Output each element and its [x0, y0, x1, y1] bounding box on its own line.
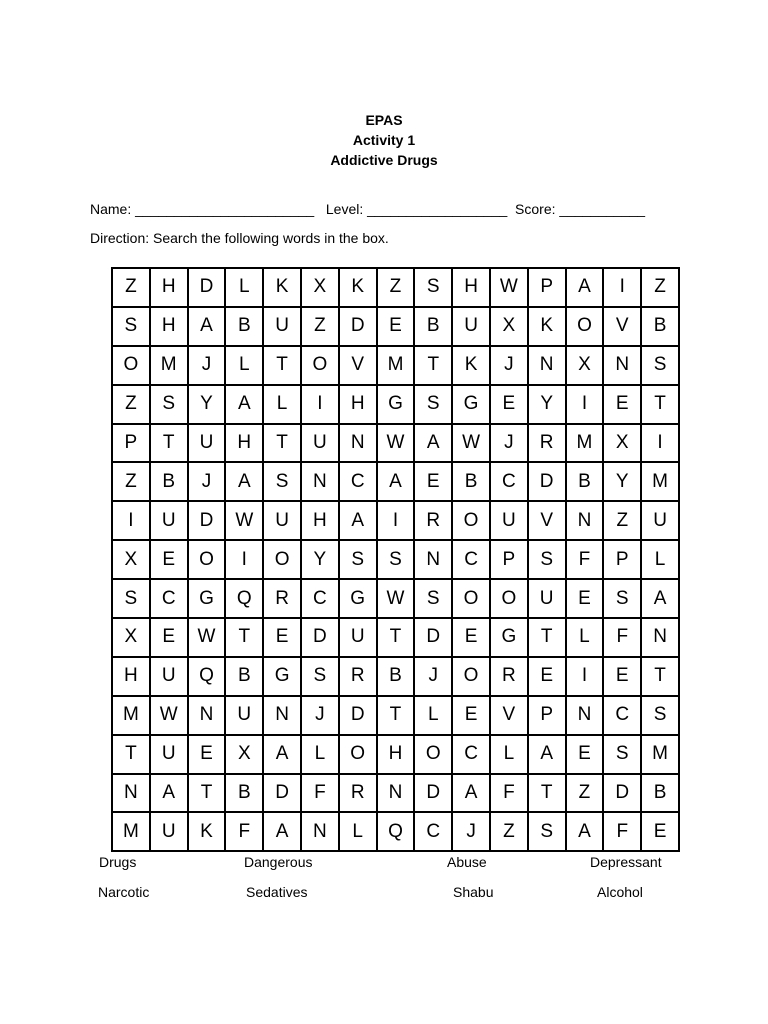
grid-cell: U: [263, 307, 301, 346]
grid-cell: I: [641, 424, 679, 463]
grid-cell: O: [452, 501, 490, 540]
grid-cell: S: [339, 540, 377, 579]
word-depressant: Depressant: [590, 854, 662, 870]
grid-cell: W: [377, 579, 415, 618]
grid-cell: U: [225, 696, 263, 735]
grid-cell: N: [566, 696, 604, 735]
grid-cell: P: [112, 424, 150, 463]
grid-cell: T: [263, 424, 301, 463]
grid-cell: V: [490, 696, 528, 735]
title-activity: Activity 1: [352, 132, 416, 148]
grid-cell: Y: [301, 540, 339, 579]
grid-cell: L: [566, 618, 604, 657]
grid-cell: E: [414, 462, 452, 501]
grid-cell: I: [112, 501, 150, 540]
grid-cell: U: [339, 618, 377, 657]
grid-cell: N: [301, 812, 339, 851]
grid-cell: A: [566, 268, 604, 307]
grid-cell: R: [339, 774, 377, 813]
grid-cell: T: [641, 657, 679, 696]
grid-cell: B: [566, 462, 604, 501]
grid-cell: Z: [603, 501, 641, 540]
grid-cell: G: [452, 385, 490, 424]
grid-cell: E: [603, 657, 641, 696]
grid-cell: Z: [566, 774, 604, 813]
grid-cell: D: [188, 501, 226, 540]
word-search-grid: [111, 267, 680, 852]
grid-cell: D: [414, 774, 452, 813]
grid-cell: E: [150, 618, 188, 657]
grid-cell: T: [150, 424, 188, 463]
grid-cell: S: [112, 579, 150, 618]
grid-cell: F: [301, 774, 339, 813]
grid-cell: T: [188, 774, 226, 813]
grid-cell: T: [528, 618, 566, 657]
grid-cell: Y: [603, 462, 641, 501]
grid-cell: L: [339, 812, 377, 851]
grid-cell: E: [188, 735, 226, 774]
grid-cell: A: [377, 462, 415, 501]
grid-row: [112, 696, 679, 735]
grid-cell: U: [452, 307, 490, 346]
grid-cell: S: [112, 307, 150, 346]
grid-cell: B: [225, 657, 263, 696]
grid-cell: N: [112, 774, 150, 813]
grid-cell: O: [452, 657, 490, 696]
grid-cell: A: [263, 812, 301, 851]
grid-cell: I: [225, 540, 263, 579]
word-drugs: Drugs: [99, 854, 137, 870]
grid-cell: M: [112, 812, 150, 851]
grid-cell: M: [150, 346, 188, 385]
grid-cell: A: [150, 774, 188, 813]
grid-row: [112, 735, 679, 774]
grid-cell: M: [377, 346, 415, 385]
grid-cell: C: [339, 462, 377, 501]
grid-cell: C: [414, 812, 452, 851]
grid-cell: D: [301, 618, 339, 657]
grid-cell: N: [566, 501, 604, 540]
grid-cell: C: [452, 735, 490, 774]
grid-cell: N: [339, 424, 377, 463]
grid-cell: A: [339, 501, 377, 540]
grid-cell: E: [452, 696, 490, 735]
grid-cell: S: [528, 812, 566, 851]
grid-cell: U: [150, 735, 188, 774]
grid-cell: O: [263, 540, 301, 579]
grid-cell: B: [377, 657, 415, 696]
title-block: [0, 110, 768, 170]
word-narcotic: Narcotic: [98, 884, 150, 900]
word-dangerous: Dangerous: [244, 854, 313, 870]
grid-cell: U: [188, 424, 226, 463]
grid-cell: M: [641, 462, 679, 501]
grid-cell: G: [490, 618, 528, 657]
grid-cell: O: [566, 307, 604, 346]
grid-cell: U: [490, 501, 528, 540]
grid-cell: Y: [188, 385, 226, 424]
grid-cell: B: [225, 774, 263, 813]
grid-cell: S: [150, 385, 188, 424]
grid-cell: U: [150, 501, 188, 540]
grid-row: [112, 540, 679, 579]
grid-cell: J: [188, 462, 226, 501]
grid-cell: L: [225, 346, 263, 385]
grid-cell: F: [566, 540, 604, 579]
grid-cell: U: [263, 501, 301, 540]
grid-cell: Z: [301, 307, 339, 346]
grid-cell: E: [603, 385, 641, 424]
grid-cell: K: [528, 307, 566, 346]
grid-cell: Z: [377, 268, 415, 307]
grid-cell: J: [452, 812, 490, 851]
grid-cell: L: [641, 540, 679, 579]
grid-cell: U: [150, 812, 188, 851]
grid-cell: V: [339, 346, 377, 385]
grid-cell: E: [150, 540, 188, 579]
grid-row: [112, 579, 679, 618]
grid-cell: W: [452, 424, 490, 463]
grid-cell: T: [641, 385, 679, 424]
grid-cell: Y: [528, 385, 566, 424]
grid-cell: S: [528, 540, 566, 579]
grid-cell: N: [263, 696, 301, 735]
grid-cell: L: [414, 696, 452, 735]
grid-cell: F: [225, 812, 263, 851]
grid-cell: B: [225, 307, 263, 346]
grid-cell: X: [112, 540, 150, 579]
title-epas: EPAS: [365, 112, 403, 128]
grid-cell: E: [528, 657, 566, 696]
grid-cell: O: [339, 735, 377, 774]
grid-cell: N: [188, 696, 226, 735]
grid-cell: N: [641, 618, 679, 657]
grid-cell: E: [566, 735, 604, 774]
grid-cell: B: [452, 462, 490, 501]
grid-cell: C: [452, 540, 490, 579]
grid-cell: T: [112, 735, 150, 774]
grid-cell: X: [112, 618, 150, 657]
grid-cell: I: [566, 385, 604, 424]
grid-cell: V: [603, 307, 641, 346]
grid-cell: N: [377, 774, 415, 813]
grid-cell: H: [150, 268, 188, 307]
grid-cell: I: [603, 268, 641, 307]
grid-cell: F: [603, 618, 641, 657]
grid-cell: T: [528, 774, 566, 813]
grid-cell: W: [377, 424, 415, 463]
grid-cell: O: [490, 579, 528, 618]
grid-cell: B: [414, 307, 452, 346]
grid-cell: H: [150, 307, 188, 346]
grid-cell: N: [603, 346, 641, 385]
grid-cell: T: [414, 346, 452, 385]
grid-cell: T: [377, 618, 415, 657]
grid-row: [112, 385, 679, 424]
grid-row: [112, 462, 679, 501]
grid-cell: Z: [490, 812, 528, 851]
grid-cell: X: [566, 346, 604, 385]
grid-cell: G: [377, 385, 415, 424]
grid-cell: P: [528, 696, 566, 735]
grid-cell: Q: [188, 657, 226, 696]
grid-cell: S: [641, 346, 679, 385]
grid-cell: X: [225, 735, 263, 774]
grid-cell: D: [188, 268, 226, 307]
grid-cell: S: [263, 462, 301, 501]
name-level-score-line: Name: _______________________ Level: __________________ Score: ___________: [90, 201, 646, 217]
grid-cell: T: [263, 346, 301, 385]
grid-cell: H: [339, 385, 377, 424]
grid-cell: Z: [112, 385, 150, 424]
grid-cell: A: [414, 424, 452, 463]
grid-cell: O: [188, 540, 226, 579]
word-sedatives: Sedatives: [246, 884, 308, 900]
grid-cell: Z: [112, 268, 150, 307]
grid-cell: W: [225, 501, 263, 540]
grid-cell: Z: [641, 268, 679, 307]
grid-cell: F: [603, 812, 641, 851]
direction-text: Direction: Search the following words in the box.: [90, 230, 389, 246]
grid-cell: C: [301, 579, 339, 618]
grid-cell: O: [112, 346, 150, 385]
grid-cell: N: [414, 540, 452, 579]
grid-cell: G: [263, 657, 301, 696]
grid-cell: T: [225, 618, 263, 657]
grid-cell: H: [377, 735, 415, 774]
grid-cell: F: [490, 774, 528, 813]
grid-row: [112, 424, 679, 463]
grid-cell: A: [225, 462, 263, 501]
grid-cell: E: [490, 385, 528, 424]
grid-cell: Q: [225, 579, 263, 618]
grid-cell: R: [414, 501, 452, 540]
grid-cell: S: [603, 735, 641, 774]
grid-cell: A: [225, 385, 263, 424]
grid-cell: I: [377, 501, 415, 540]
grid-cell: D: [339, 696, 377, 735]
grid-cell: U: [641, 501, 679, 540]
grid-cell: R: [339, 657, 377, 696]
grid-cell: X: [490, 307, 528, 346]
grid-cell: D: [263, 774, 301, 813]
word-alcohol: Alcohol: [597, 884, 643, 900]
grid-cell: W: [150, 696, 188, 735]
grid-cell: K: [263, 268, 301, 307]
grid-cell: S: [414, 268, 452, 307]
grid-cell: E: [641, 812, 679, 851]
grid-cell: L: [225, 268, 263, 307]
grid-cell: S: [377, 540, 415, 579]
grid-cell: E: [566, 579, 604, 618]
grid-cell: M: [641, 735, 679, 774]
grid-cell: D: [603, 774, 641, 813]
grid-cell: X: [603, 424, 641, 463]
grid-cell: L: [263, 385, 301, 424]
grid-cell: K: [188, 812, 226, 851]
grid-cell: R: [490, 657, 528, 696]
grid-cell: B: [641, 774, 679, 813]
grid-cell: C: [603, 696, 641, 735]
grid-row: [112, 307, 679, 346]
grid-cell: A: [641, 579, 679, 618]
grid-cell: J: [490, 346, 528, 385]
grid-cell: E: [263, 618, 301, 657]
grid-row: [112, 346, 679, 385]
grid-cell: V: [528, 501, 566, 540]
title-topic: Addictive Drugs: [330, 152, 438, 168]
grid-cell: A: [263, 735, 301, 774]
grid-cell: A: [452, 774, 490, 813]
grid-row: [112, 618, 679, 657]
grid-cell: J: [301, 696, 339, 735]
grid-cell: I: [301, 385, 339, 424]
grid-cell: S: [414, 579, 452, 618]
grid-cell: J: [490, 424, 528, 463]
grid-cell: Z: [112, 462, 150, 501]
grid-cell: S: [414, 385, 452, 424]
grid-cell: A: [528, 735, 566, 774]
grid-cell: E: [377, 307, 415, 346]
grid-cell: S: [603, 579, 641, 618]
grid-cell: T: [377, 696, 415, 735]
grid-cell: H: [452, 268, 490, 307]
grid-cell: U: [150, 657, 188, 696]
grid-cell: G: [188, 579, 226, 618]
grid-cell: J: [188, 346, 226, 385]
grid-cell: C: [490, 462, 528, 501]
grid-cell: A: [566, 812, 604, 851]
grid-row: [112, 268, 679, 307]
grid-cell: O: [301, 346, 339, 385]
grid-cell: W: [490, 268, 528, 307]
grid-cell: I: [566, 657, 604, 696]
grid-cell: U: [528, 579, 566, 618]
grid-cell: H: [112, 657, 150, 696]
grid-cell: H: [301, 501, 339, 540]
grid-cell: P: [528, 268, 566, 307]
grid-row: [112, 774, 679, 813]
grid-cell: E: [452, 618, 490, 657]
grid-cell: J: [414, 657, 452, 696]
grid-cell: K: [452, 346, 490, 385]
grid-cell: S: [301, 657, 339, 696]
grid-cell: K: [339, 268, 377, 307]
grid-cell: L: [490, 735, 528, 774]
grid-cell: Q: [377, 812, 415, 851]
grid-cell: C: [150, 579, 188, 618]
grid-cell: B: [150, 462, 188, 501]
grid-cell: B: [641, 307, 679, 346]
grid-cell: L: [301, 735, 339, 774]
grid-cell: M: [566, 424, 604, 463]
grid-cell: S: [641, 696, 679, 735]
grid-cell: O: [452, 579, 490, 618]
grid-cell: D: [339, 307, 377, 346]
grid-cell: G: [339, 579, 377, 618]
word-abuse: Abuse: [447, 854, 487, 870]
grid-row: [112, 812, 679, 851]
grid-cell: W: [188, 618, 226, 657]
grid-row: [112, 501, 679, 540]
grid-cell: D: [528, 462, 566, 501]
grid-cell: H: [225, 424, 263, 463]
grid-cell: D: [414, 618, 452, 657]
grid-cell: N: [301, 462, 339, 501]
grid-cell: X: [301, 268, 339, 307]
grid-cell: A: [188, 307, 226, 346]
grid-cell: O: [414, 735, 452, 774]
grid-cell: P: [490, 540, 528, 579]
grid-row: [112, 657, 679, 696]
grid-cell: R: [528, 424, 566, 463]
grid-cell: M: [112, 696, 150, 735]
grid-cell: P: [603, 540, 641, 579]
grid-cell: N: [528, 346, 566, 385]
word-shabu: Shabu: [453, 884, 494, 900]
grid-cell: R: [263, 579, 301, 618]
grid-cell: U: [301, 424, 339, 463]
